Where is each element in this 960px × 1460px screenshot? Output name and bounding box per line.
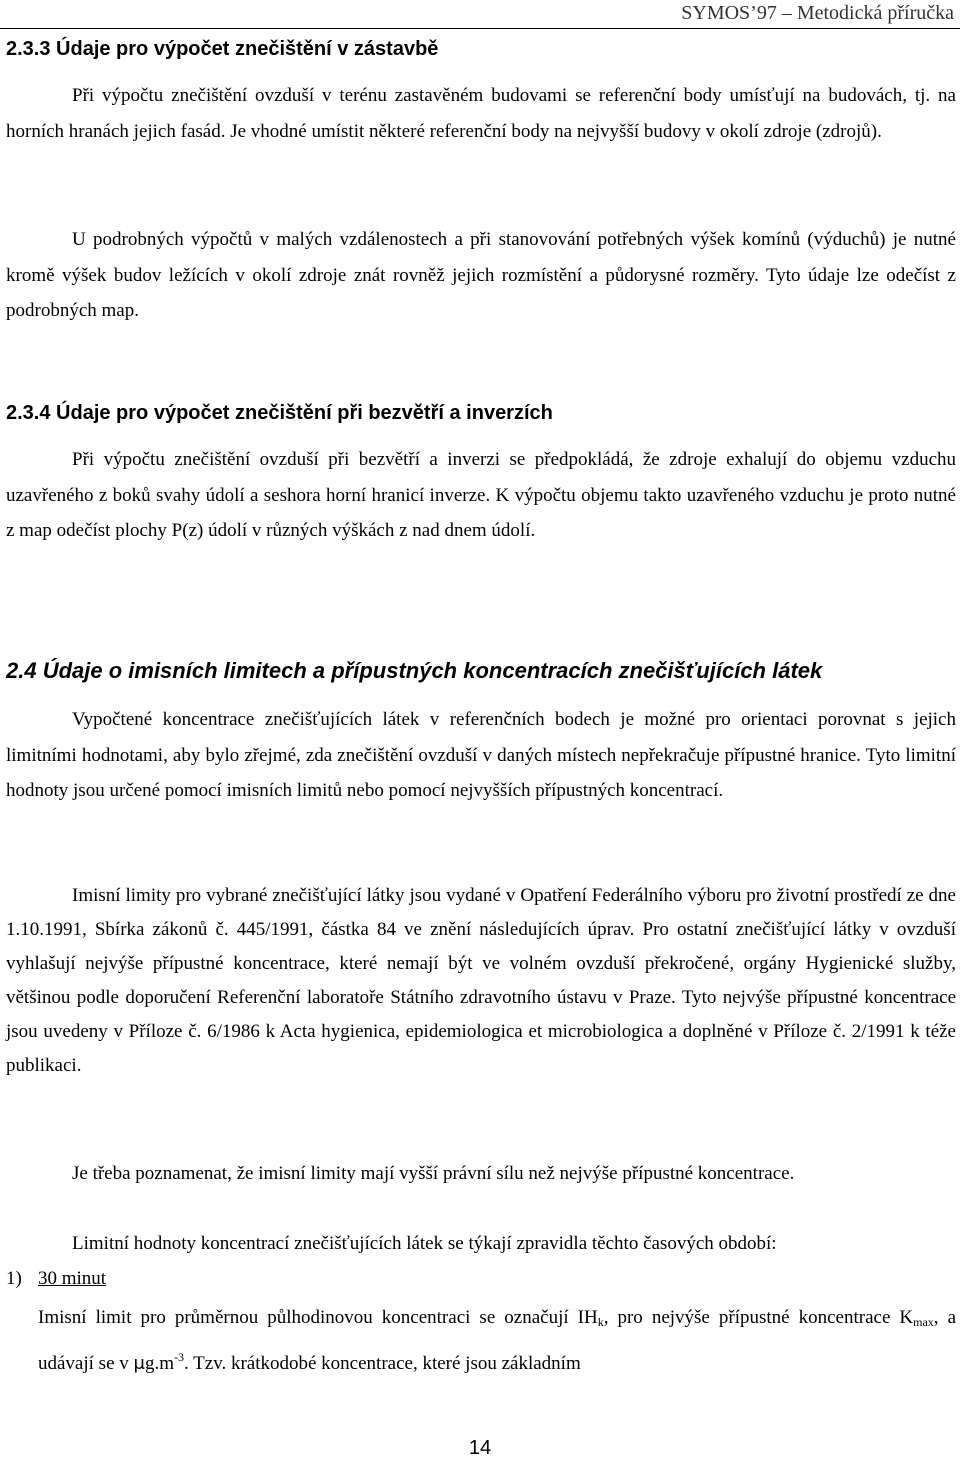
paragraph: Při výpočtu znečištění ovzduší v terénu zastavěném budovami se referenční body umísťují na budovách, tj. na horních hranách jejich fasád. Je vhodné umístit některé referenční body na nejvyšší budovy v okolí zdroje (zdrojů). (6, 85, 956, 142)
paragraph: Limitní hodnoty koncentrací znečišťujících látek se týkají zpravidla těchto časových období: (72, 1233, 777, 1254)
paragraph: Imisní limity pro vybrané znečišťující látky jsou vydané v Opatření Federálního výboru pro životní prostředí ze dne 1.10.1991, Sbírka zákonů č. 445/1991, částka 84 ve znění následujících úprav. Pro ostatní znečišťující látky v ovzduší vyhlašují nejvýše přípustné koncentrace, které nemají být ve volném ovzduší překročené, orgány Hygienické služby, většinou podle doporučení Referenční laboratoře Státního zdravotního ústavu v Praze. Tyto nejvýše přípustné koncentrace jsou uvedeny v Příloze č. 6/1986 k Acta hygienica, epidemiologica et microbiologica a doplněné v Příloze č. 2/1991 k téže publikaci. (6, 885, 956, 1076)
list-item-text: Imisní limit pro průměrnou půlhodinovou koncentraci se označují $IH_k$, pro nejvýše přípustné koncentrace $K_{max}$, a udávají se v $\mu g.m^{-3}$. Tzv. krátkodobé koncentrace, které jsou základním (38, 1307, 956, 1374)
paragraph: Vypočtené koncentrace znečišťujících látek v referenčních bodech je možné pro orientaci porovnat s jejich limitními hodnotami, aby bylo zřejmé, zda znečištění ovzduší v daných místech nepřekračuje přípustné hranice. Tyto limitní hodnoty jsou určené pomocí imisních limitů nebo pomocí nejvyšších přípustných koncentrací. (6, 709, 956, 801)
section-heading-2-4: 2.4 Údaje o imisních limitech a přípustných koncentracích znečišťujících látek (6, 658, 823, 683)
section-heading-2-3-4: 2.3.4 Údaje pro výpočet znečištění při bezvětří a inverzích (6, 402, 553, 424)
page-number: 14 (468, 1437, 492, 1459)
section-heading-2-3-3: 2.3.3 Údaje pro výpočet znečištění v zástavbě (6, 38, 439, 60)
paragraph: Je třeba poznamenat, že imisní limity mají vyšší právní sílu než nejvýše přípustné koncentrace. (72, 1163, 795, 1184)
running-header: SYMOS’97 – Metodická příručka (681, 2, 954, 24)
paragraph: Při výpočtu znečištění ovzduší při bezvětří a inverzi se předpokládá, že zdroje exhalují do objemu vzduchu uzavřeného z boků svahy údolí a seshora horní hranicí inverze. K výpočtu objemu takto uzavřeného vzduchu je proto nutné z map odečíst plochy P(z) údolí v různých výškách z nad dnem údolí. (6, 449, 956, 541)
paragraph: U podrobných výpočtů v malých vzdálenostech a při stanovování potřebných výšek komínů (výduchů) je nutné kromě výšek budov ležících v okolí zdroje znát rovněž jejich rozmístění a půdorysné rozměry. Tyto údaje lze odečíst z podrobných map. (6, 229, 956, 321)
header-rule (0, 28, 960, 29)
list-item-label: 30 minut (38, 1268, 107, 1289)
list-number: 1) (6, 1268, 22, 1289)
